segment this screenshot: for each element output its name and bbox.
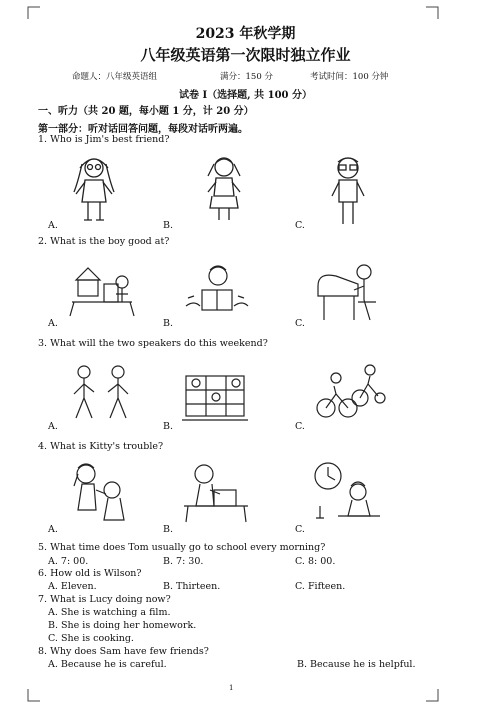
q6-option-b: B. Thirteen. (163, 581, 221, 592)
question-2: 2. What is the boy good at? (38, 236, 170, 247)
q3-picture-a (68, 362, 136, 424)
q4-picture-c (308, 458, 382, 526)
q2-picture-c (314, 262, 382, 324)
q5-option-b: B. 7: 30. (163, 556, 204, 567)
q7-option-b: B. She is doing her homework. (48, 620, 197, 631)
exam-time-text: 考试时间：100 分钟 (310, 72, 389, 82)
crop-mark-bottom-left (27, 688, 41, 702)
setter-text: 命题人：八年级英语组 (72, 72, 158, 82)
question-7: 7. What is Lucy doing now? (38, 594, 171, 605)
q7-option-a: A. She is watching a film. (48, 607, 171, 618)
q1-picture-c (328, 152, 368, 228)
q2-picture-b (180, 262, 252, 318)
page-title-exam: 八年级英语第一次限时独立作业 (140, 46, 351, 64)
question-5: 5. What time does Tom usually go to school every morning? (38, 542, 326, 553)
crop-mark-top-right (425, 6, 439, 20)
question-6: 6. How old is Wilson? (38, 568, 142, 579)
volume-heading: 试卷 I（选择题, 共 100 分） (179, 90, 312, 101)
question-4: 4. What is Kitty's trouble? (38, 441, 164, 452)
crop-mark-top-left (27, 6, 41, 20)
q3-option-b: B. (163, 421, 174, 432)
question-8: 8. Why does Sam have few friends? (38, 646, 209, 657)
q3-option-a: A. (48, 421, 58, 432)
q1-picture-a (70, 152, 118, 224)
q1-option-c: C. (295, 220, 305, 231)
q4-picture-a (68, 460, 136, 526)
question-3: 3. What will the two speakers do this weekend? (38, 338, 268, 349)
q3-picture-b (180, 370, 250, 424)
q6-option-c: C. Fifteen. (295, 581, 346, 592)
q3-picture-c (314, 360, 386, 424)
section-heading: 一、听力（共 20 题，每小题 1 分，计 20 分） (38, 106, 254, 117)
q1-option-b: B. (163, 220, 174, 231)
q2-picture-a (68, 262, 136, 318)
q2-option-b: B. (163, 318, 174, 329)
full-score-text: 满分：150 分 (220, 72, 273, 82)
page-title-term: 2023 年秋学期 (195, 26, 296, 42)
q5-option-c: C. 8: 00. (295, 556, 336, 567)
q4-option-c: C. (295, 524, 305, 535)
q4-option-a: A. (48, 524, 58, 535)
question-1: 1. Who is Jim's best friend? (38, 134, 170, 145)
q6-option-a: A. Eleven. (48, 581, 97, 592)
q4-option-b: B. (163, 524, 174, 535)
q8-option-b: B. Because he is helpful. (297, 659, 416, 670)
q3-option-c: C. (295, 421, 305, 432)
part-heading: 第一部分：听对话回答问题，每段对话听两遍。 (38, 124, 248, 135)
q1-option-a: A. (48, 220, 58, 231)
q2-option-a: A. (48, 318, 58, 329)
q2-option-c: C. (295, 318, 305, 329)
q5-option-a: A. 7: 00. (48, 556, 89, 567)
page-number: 1 (229, 684, 234, 692)
q7-option-c: C. She is cooking. (48, 633, 134, 644)
q4-picture-b (180, 460, 252, 526)
q1-picture-b (200, 152, 248, 224)
q8-option-a: A. Because he is careful. (48, 659, 167, 670)
crop-mark-bottom-right (425, 688, 439, 702)
